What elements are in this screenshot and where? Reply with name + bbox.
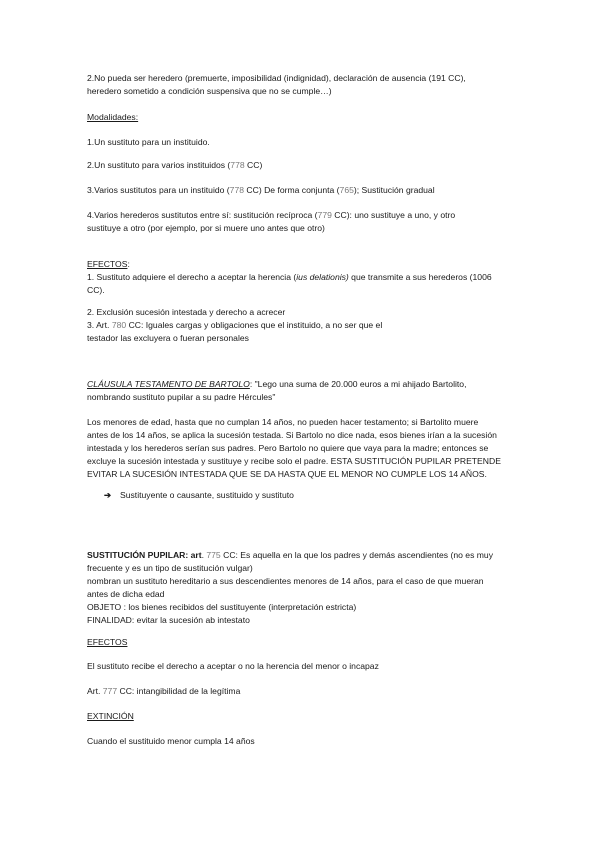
modalidad-item-3 [87, 184, 527, 197]
intro-line-1: 2.No pueda ser heredero (premuerte, imposibilidad (indignidad), declaración de ausencia (191 CC), [87, 73, 466, 83]
efectos-2-text [87, 660, 527, 673]
pupilar-line-2: frecuente y es un tipo de sustitución vulgar) [87, 563, 253, 573]
efectos-2-art-num: 777 [102, 686, 118, 696]
clausula-para-line-4: excluye la sucesión intestada y sustituye y recibe solo el padre. ESTA SUSTITUCIÓN PUPILAR PRETENDE [87, 456, 501, 466]
modalidad-item-3-mid: CC) De forma conjunta ( [244, 185, 340, 195]
arrow-bullet-text: Sustituyente o causante, sustituido y sustituto [120, 490, 294, 500]
pupilar-art-dot: . [201, 550, 207, 560]
extincion-text [87, 735, 527, 748]
efectos-2-art-post: CC: intangibilidad de la legítima [117, 686, 241, 696]
modalidad-item-3-pre: 3.Varios sustitutos para un instituido ( [87, 185, 230, 195]
modalidad-item-4 [87, 209, 527, 235]
arrow-bullet-item [104, 489, 294, 502]
efecto-1-ius-delationis: ius delationis) [296, 272, 349, 282]
clausula-para-line-3: intestada y los herederos serían sus padres. Pero Bartolo no quiere que vaya para la madre; entonces se [87, 443, 489, 453]
clausula-para-line-5: EVITAR LA SUCESIÓN INTESTADA QUE SE DA HASTA QUE EL MENOR NO CUMPLE LOS 14 AÑOS. [87, 469, 487, 479]
modalidad-item-2 [87, 159, 527, 172]
efecto-1-post: que transmite a sus herederos (1006 [348, 272, 492, 282]
modalidad-item-2-post: CC) [244, 160, 263, 170]
efectos-2-heading-text: EFECTOS [87, 637, 128, 647]
pupilar-title: SUSTITUCIÓN PUPILAR: art [87, 550, 202, 560]
efectos-heading-colon: : [127, 259, 130, 269]
efecto-1-pre: 1. Sustituto adquiere el derecho a aceptar la herencia ( [87, 272, 297, 282]
clausula-para-line-1: Los menores de edad, hasta que no cumplan 14 años, no pueden hacer testamento; si Bartolito muere [87, 417, 479, 427]
efecto-3-pre: 3. Art. [87, 320, 112, 330]
modalidad-item-1-text: 1.Un sustituto para un instituido. [87, 137, 210, 147]
modalidad-item-3-article-2: 765 [339, 185, 354, 195]
pupilar-line-3: nombran un sustituto hereditario a sus descendientes menores de 14 años, para el caso de que mueran [87, 576, 484, 586]
efecto-1-line-2: CC). [87, 285, 105, 295]
efectos-section [87, 258, 527, 297]
extincion-text-content: Cuando el sustituido menor cumpla 14 años [87, 736, 255, 746]
clausula-line-2: nombrando sustituto pupilar a su padre Hércules" [87, 392, 276, 402]
efecto-2: 2. Exclusión sucesión intestada y derecho a acrecer [87, 307, 286, 317]
efectos-2-article [87, 685, 527, 698]
clausula-paragraph [87, 416, 527, 481]
modalidad-item-4-line-2: sustituye a otro (por ejemplo, por si muere uno antes que otro) [87, 223, 325, 233]
modalidades-heading [87, 111, 527, 124]
arrow-right-icon: ➔ [104, 490, 112, 500]
modalidad-item-1 [87, 136, 527, 149]
modalidad-item-3-article: 778 [229, 185, 245, 195]
efectos-2-art-pre: Art. [87, 686, 103, 696]
pupilar-line-4: antes de dicha edad [87, 589, 165, 599]
modalidad-item-2-article: 778 [230, 160, 245, 170]
efectos-2-heading [87, 636, 527, 649]
efectos-heading: EFECTOS [87, 259, 128, 269]
modalidad-item-3-post: ); Sustitución gradual [353, 185, 435, 195]
efectos-2-text-content: El sustituto recibe el derecho a aceptar o no la herencia del menor o incapaz [87, 661, 379, 671]
pupilar-line-1-post: CC: Es aquella en la que los padres y demás ascendientes (no es muy [220, 550, 494, 560]
extincion-heading-text: EXTINCIÓN [87, 711, 134, 721]
extincion-heading [87, 710, 527, 723]
pupilar-objeto: OBJETO : los bienes recibidos del sustituyente (interpretación estricta) [87, 602, 357, 612]
pupilar-section [87, 549, 527, 627]
modalidad-item-4-article: 779 [317, 210, 332, 220]
modalidad-item-4-post: CC): uno sustituye a uno, y otro [331, 210, 456, 220]
pupilar-finalidad: FINALIDAD: evitar la sucesión ab intestato [87, 615, 250, 625]
intro-line-2: heredero sometido a condición suspensiva que no se cumple…) [87, 86, 332, 96]
clausula-title: CLÁUSULA TESTAMENTO DE BARTOLO [87, 379, 250, 389]
clausula-heading [87, 378, 527, 404]
efectos-items-2-3 [87, 306, 527, 345]
efecto-3-article: 780 [111, 320, 127, 330]
clausula-quote: : "Lego una suma de 20.000 euros a mi ahijado Bartolito, [249, 379, 467, 389]
efecto-3-line-2: testador las excluyera o fueran personales [87, 333, 249, 343]
clausula-para-line-2: antes de los 14 años, se aplica la sucesión testada. Si Bartolo no dice nada, esos bienes irían a la sucesión [87, 430, 497, 440]
intro-paragraph [87, 72, 527, 98]
modalidad-item-4-pre: 4.Varios herederos sustitutos entre sí: sustitución recíproca ( [87, 210, 318, 220]
modalidad-item-2-pre: 2.Un sustituto para varios instituidos ( [87, 160, 231, 170]
efecto-3-post: CC: Iguales cargas y obligaciones que el instituido, a no ser que el [126, 320, 383, 330]
modalidades-heading-text: Modalidades: [87, 112, 139, 122]
pupilar-article: 775 [206, 550, 221, 560]
